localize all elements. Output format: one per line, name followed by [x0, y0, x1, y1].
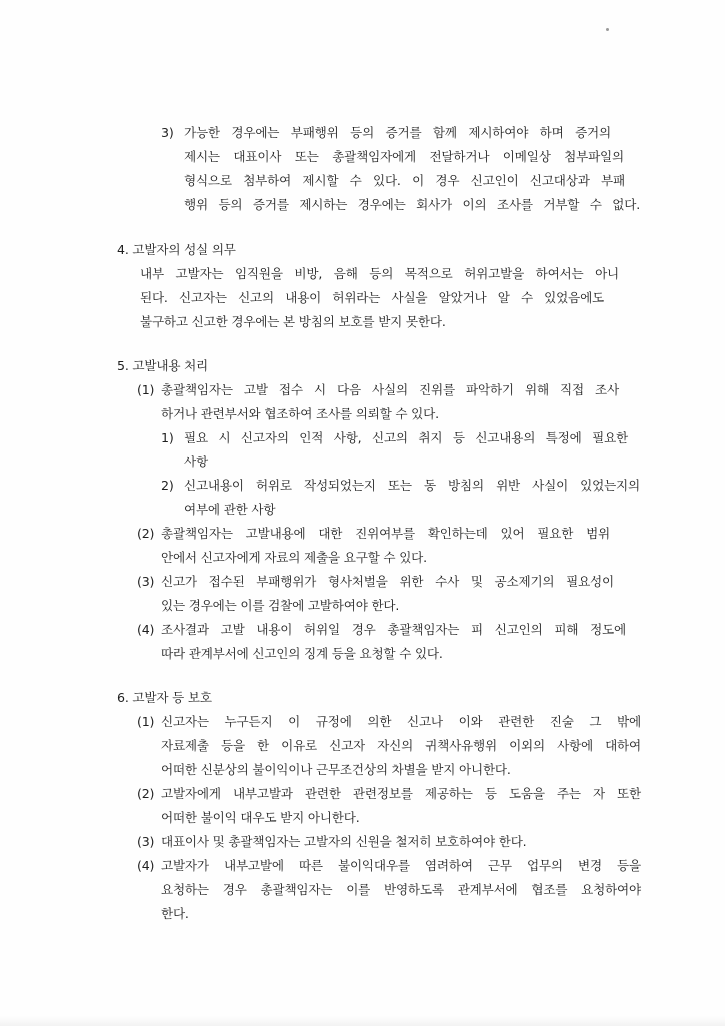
section-5-p1-line-1: 총괄책임자는 고발 접수 시 다음 사실의 진위를 파악하기 위해 직접 조사 [161, 382, 619, 397]
item-3-line-1: 가능한 경우에는 부패행위 등의 증거를 함께 제시하여야 하며 증거의 [184, 125, 611, 140]
section-6-p2-line-1: 고발자에게 내부고발과 관련한 관련정보를 제공하는 등 도움을 주는 자 또한 [161, 786, 641, 801]
item-3-line-3: 형식으로 첨부하여 제시할 수 있다. 이 경우 신고인이 신고대상과 부패 [184, 173, 625, 188]
section-5-p2-line-2: 안에서 신고자에게 자료의 제출을 요구할 수 있다. [161, 550, 427, 565]
section-5-p1-2-line-2: 여부에 관한 사항 [184, 502, 276, 517]
section-6-p2-line-2: 어떠한 불이익 대우도 받지 아니한다. [161, 810, 360, 825]
section-6-p1-number: (1) [137, 714, 155, 729]
section-5-p4-line-1: 조사결과 고발 내용이 허위일 경우 총괄책임자는 피 신고인의 피해 정도에 [161, 622, 626, 637]
item-3-number: 3) [161, 125, 174, 140]
section-5-p1-2-line-1: 신고내용이 허위로 작성되었는지 또는 동 방침의 위반 사실이 있었는지의 [184, 478, 640, 493]
section-6-p4-line-1: 고발자가 내부고발에 따른 불이익대우를 염려하여 근무 업무의 변경 등을 [161, 858, 641, 873]
section-4-line-3: 불구하고 신고한 경우에는 본 방침의 보호를 받지 못한다. [140, 314, 446, 329]
section-5-p1-line-2: 하거나 관련부서와 협조하여 조사를 의뢰할 수 있다. [161, 406, 439, 421]
section-5-p1-1-line-1: 필요 시 신고자의 인적 사항, 신고의 취지 등 신고내용의 특정에 필요한 [184, 430, 628, 445]
section-4-heading: 4. 고발자의 성실 의무 [117, 242, 236, 257]
section-6-p1-line-1: 신고자는 누구든지 이 규정에 의한 신고나 이와 관련한 진술 그 밖에 [161, 714, 641, 729]
section-5-p4-number: (4) [137, 622, 155, 637]
section-6-p4-line-3: 한다. [161, 906, 189, 921]
section-5-p1-2-number: 2) [161, 478, 174, 493]
section-5-p3-line-1: 신고가 접수된 부패행위가 형사처벌을 위한 수사 및 공소제기의 필요성이 [161, 574, 614, 589]
section-6-heading: 6. 고발자 등 보호 [117, 690, 212, 705]
section-5-p1-1-line-2: 사항 [184, 454, 208, 469]
item-3-line-4: 행위 등의 증거를 제시하는 경우에는 회사가 이의 조사를 거부할 수 없다. [184, 197, 640, 212]
section-5-p3-number: (3) [137, 574, 155, 589]
section-5-heading: 5. 고발내용 처리 [117, 358, 209, 373]
section-6-p3-number: (3) [137, 834, 155, 849]
section-6-p4-line-2: 요청하는 경우 총괄책임자는 이를 반영하도록 관계부서에 협조를 요청하여야 [161, 882, 641, 897]
section-5-p1-1-number: 1) [161, 430, 174, 445]
section-4-line-1: 내부 고발자는 임직원을 비방, 음해 등의 목적으로 허위고발을 하여서는 아니 [140, 266, 619, 281]
page-bottom-shadow [0, 1016, 725, 1026]
section-6-p1-line-2: 자료제출 등을 한 이유로 신고자 자신의 귀책사유행위 이외의 사항에 대하여 [161, 738, 641, 753]
section-5-p1-number: (1) [137, 382, 155, 397]
section-6-p3-line-1: 대표이사 및 총괄책임자는 고발자의 신원을 철저히 보호하여야 한다. [161, 834, 527, 849]
section-6-p1-line-3: 어떠한 신분상의 불이익이나 근무조건상의 차별을 받지 아니한다. [161, 762, 511, 777]
section-5-p2-line-1: 총괄책임자는 고발내용에 대한 진위여부를 확인하는데 있어 필요한 범위 [161, 526, 610, 541]
section-6-p4-number: (4) [137, 858, 155, 873]
section-5-p4-line-2: 따라 관계부서에 신고인의 징계 등을 요청할 수 있다. [161, 646, 443, 661]
section-6-p2-number: (2) [137, 786, 155, 801]
section-4-line-2: 된다. 신고자는 신고의 내용이 허위라는 사실을 알았거나 알 수 있었음에도 [140, 290, 604, 305]
page-dot [606, 28, 609, 31]
section-5-p3-line-2: 있는 경우에는 이를 검찰에 고발하여야 한다. [161, 598, 400, 613]
item-3-line-2: 제시는 대표이사 또는 총괄책임자에게 전달하거나 이메일상 첨부파일의 [184, 149, 624, 164]
section-5-p2-number: (2) [137, 526, 155, 541]
